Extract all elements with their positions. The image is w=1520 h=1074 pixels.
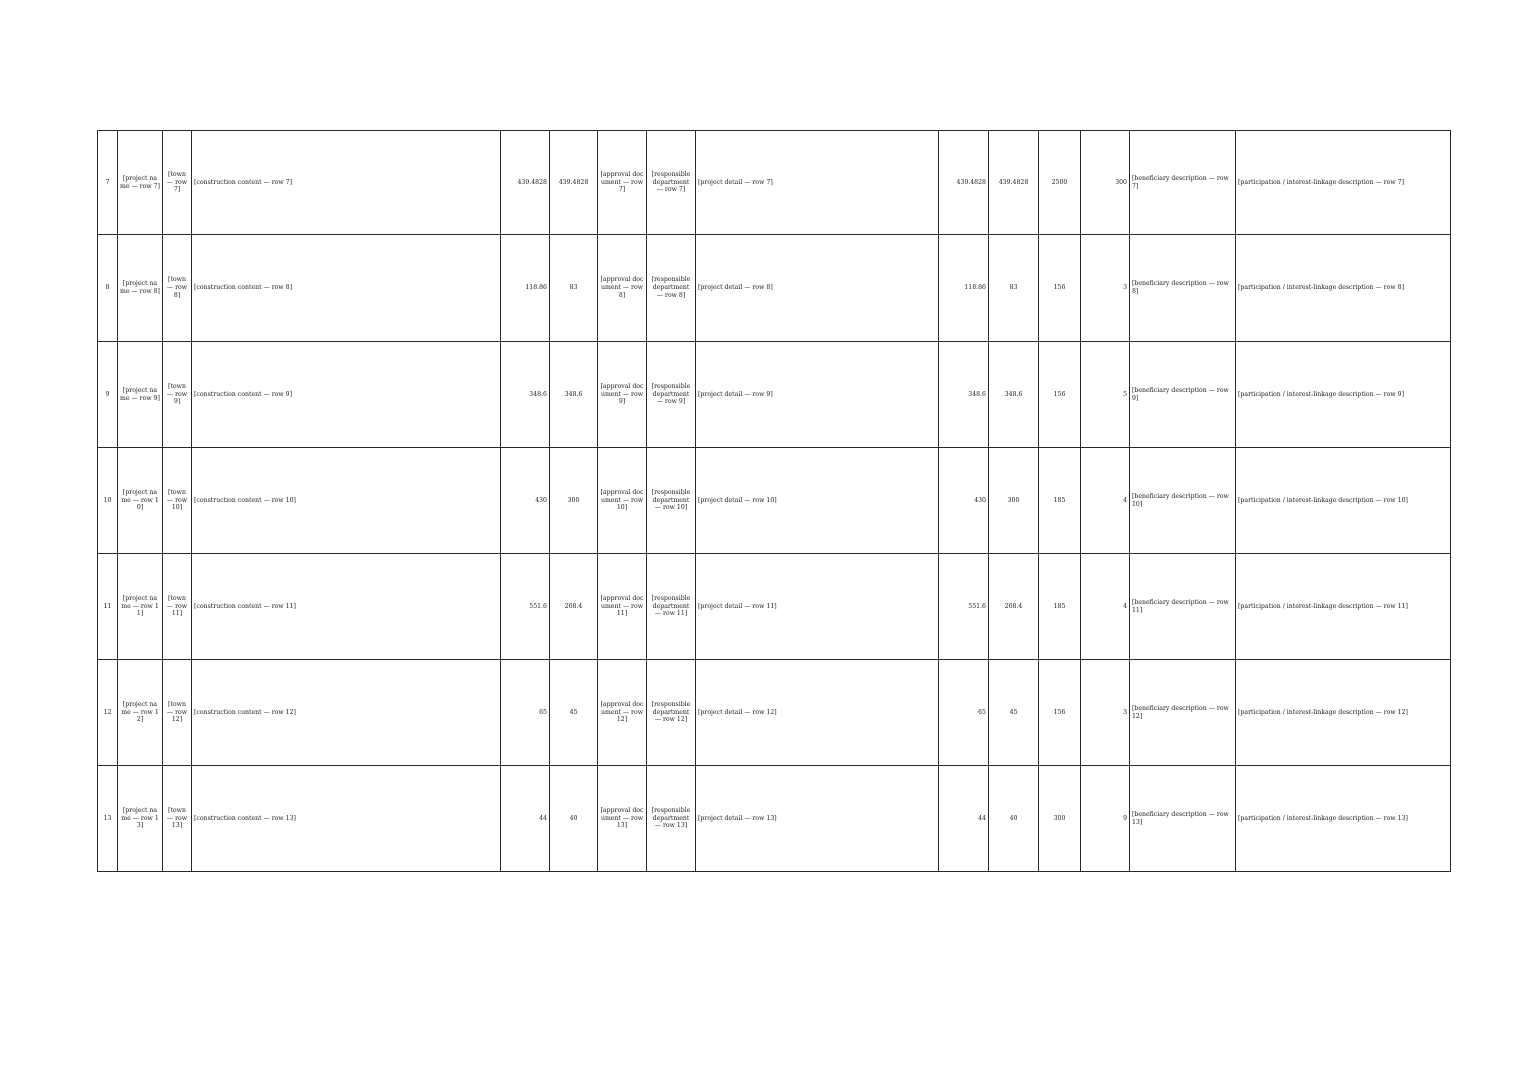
- town-village: [town — row 10]: [163, 448, 192, 554]
- responsible-department: [responsible department — row 12]: [647, 660, 696, 766]
- approval-document: [approval document — row 9]: [598, 342, 647, 448]
- approval-document: [approval document — row 13]: [598, 766, 647, 872]
- table-row: [98, 131, 1451, 235]
- project-name: [project name — row 7]: [118, 131, 163, 235]
- total-investment-repeat: 44: [939, 766, 989, 872]
- poor-household-count: 300: [1081, 131, 1130, 235]
- row-index: 9: [98, 342, 118, 448]
- beneficiary-count: 156: [1039, 342, 1081, 448]
- beneficiary-count: 156: [1039, 235, 1081, 342]
- total-investment: 118.86: [501, 235, 550, 342]
- total-investment-repeat: 439.4828: [939, 131, 989, 235]
- beneficiary-count: 156: [1039, 660, 1081, 766]
- construction-content: [construction content — row 13]: [192, 766, 501, 872]
- construction-content: [construction content — row 7]: [192, 131, 501, 235]
- project-name: [project name — row 13]: [118, 766, 163, 872]
- fiscal-funds: 439.4828: [550, 131, 598, 235]
- project-detail: [project detail — row 13]: [696, 766, 939, 872]
- row-index: 13: [98, 766, 118, 872]
- interest-mechanism: [participation / interest-linkage description — row 10]: [1236, 448, 1451, 554]
- project-detail: [project detail — row 11]: [696, 554, 939, 660]
- responsible-department: [responsible department — row 13]: [647, 766, 696, 872]
- poor-household-count: 3: [1081, 235, 1130, 342]
- total-investment: 551.6: [501, 554, 550, 660]
- fiscal-funds-repeat: 300: [989, 448, 1039, 554]
- poor-household-count: 4: [1081, 554, 1130, 660]
- responsible-department: [responsible department — row 7]: [647, 131, 696, 235]
- total-investment-repeat: 348.6: [939, 342, 989, 448]
- table-row: [98, 235, 1451, 342]
- project-detail: [project detail — row 9]: [696, 342, 939, 448]
- town-village: [town — row 7]: [163, 131, 192, 235]
- construction-content: [construction content — row 12]: [192, 660, 501, 766]
- total-investment-repeat: 430: [939, 448, 989, 554]
- beneficiary-count: 185: [1039, 448, 1081, 554]
- project-detail: [project detail — row 8]: [696, 235, 939, 342]
- interest-mechanism: [participation / interest-linkage description — row 7]: [1236, 131, 1451, 235]
- project-name: [project name — row 10]: [118, 448, 163, 554]
- interest-mechanism: [participation / interest-linkage description — row 11]: [1236, 554, 1451, 660]
- total-investment-repeat: 551.6: [939, 554, 989, 660]
- project-name: [project name — row 9]: [118, 342, 163, 448]
- fiscal-funds-repeat: 83: [989, 235, 1039, 342]
- approval-document: [approval document — row 10]: [598, 448, 647, 554]
- row-index: 12: [98, 660, 118, 766]
- benefit-description: [beneficiary description — row 9]: [1130, 342, 1236, 448]
- approval-document: [approval document — row 11]: [598, 554, 647, 660]
- project-table-sheet: [97, 130, 1408, 830]
- project-table: [97, 130, 1451, 872]
- benefit-description: [beneficiary description — row 10]: [1130, 448, 1236, 554]
- construction-content: [construction content — row 11]: [192, 554, 501, 660]
- total-investment-repeat: 118.86: [939, 235, 989, 342]
- responsible-department: [responsible department — row 8]: [647, 235, 696, 342]
- approval-document: [approval document — row 12]: [598, 660, 647, 766]
- poor-household-count: 5: [1081, 342, 1130, 448]
- poor-household-count: 9: [1081, 766, 1130, 872]
- table-row: [98, 342, 1451, 448]
- fiscal-funds-repeat: 268.4: [989, 554, 1039, 660]
- project-name: [project name — row 12]: [118, 660, 163, 766]
- construction-content: [construction content — row 10]: [192, 448, 501, 554]
- table-row: [98, 448, 1451, 554]
- construction-content: [construction content — row 9]: [192, 342, 501, 448]
- town-village: [town — row 8]: [163, 235, 192, 342]
- fiscal-funds-repeat: 439.4828: [989, 131, 1039, 235]
- row-index: 11: [98, 554, 118, 660]
- fiscal-funds: 83: [550, 235, 598, 342]
- poor-household-count: 3: [1081, 660, 1130, 766]
- beneficiary-count: 300: [1039, 766, 1081, 872]
- fiscal-funds: 348.6: [550, 342, 598, 448]
- fiscal-funds-repeat: 348.6: [989, 342, 1039, 448]
- fiscal-funds-repeat: 45: [989, 660, 1039, 766]
- row-index: 7: [98, 131, 118, 235]
- fiscal-funds: 300: [550, 448, 598, 554]
- responsible-department: [responsible department — row 9]: [647, 342, 696, 448]
- approval-document: [approval document — row 8]: [598, 235, 647, 342]
- project-detail: [project detail — row 7]: [696, 131, 939, 235]
- town-village: [town — row 12]: [163, 660, 192, 766]
- poor-household-count: 4: [1081, 448, 1130, 554]
- responsible-department: [responsible department — row 10]: [647, 448, 696, 554]
- table-row: [98, 660, 1451, 766]
- town-village: [town — row 13]: [163, 766, 192, 872]
- total-investment: 348.6: [501, 342, 550, 448]
- total-investment: 439.4828: [501, 131, 550, 235]
- table-body: [98, 131, 1451, 872]
- benefit-description: [beneficiary description — row 11]: [1130, 554, 1236, 660]
- table-row: [98, 766, 1451, 872]
- total-investment: 430: [501, 448, 550, 554]
- responsible-department: [responsible department — row 11]: [647, 554, 696, 660]
- benefit-description: [beneficiary description — row 8]: [1130, 235, 1236, 342]
- interest-mechanism: [participation / interest-linkage description — row 8]: [1236, 235, 1451, 342]
- row-index: 10: [98, 448, 118, 554]
- total-investment: 65: [501, 660, 550, 766]
- benefit-description: [beneficiary description — row 7]: [1130, 131, 1236, 235]
- table-row: [98, 554, 1451, 660]
- project-detail: [project detail — row 10]: [696, 448, 939, 554]
- fiscal-funds: 268.4: [550, 554, 598, 660]
- interest-mechanism: [participation / interest-linkage description — row 12]: [1236, 660, 1451, 766]
- town-village: [town — row 9]: [163, 342, 192, 448]
- benefit-description: [beneficiary description — row 12]: [1130, 660, 1236, 766]
- construction-content: [construction content — row 8]: [192, 235, 501, 342]
- benefit-description: [beneficiary description — row 13]: [1130, 766, 1236, 872]
- total-investment-repeat: 65: [939, 660, 989, 766]
- fiscal-funds-repeat: 40: [989, 766, 1039, 872]
- row-index: 8: [98, 235, 118, 342]
- interest-mechanism: [participation / interest-linkage description — row 9]: [1236, 342, 1451, 448]
- interest-mechanism: [participation / interest-linkage description — row 13]: [1236, 766, 1451, 872]
- total-investment: 44: [501, 766, 550, 872]
- fiscal-funds: 45: [550, 660, 598, 766]
- project-name: [project name — row 11]: [118, 554, 163, 660]
- beneficiary-count: 2500: [1039, 131, 1081, 235]
- beneficiary-count: 185: [1039, 554, 1081, 660]
- town-village: [town — row 11]: [163, 554, 192, 660]
- project-detail: [project detail — row 12]: [696, 660, 939, 766]
- project-name: [project name — row 8]: [118, 235, 163, 342]
- approval-document: [approval document — row 7]: [598, 131, 647, 235]
- fiscal-funds: 40: [550, 766, 598, 872]
